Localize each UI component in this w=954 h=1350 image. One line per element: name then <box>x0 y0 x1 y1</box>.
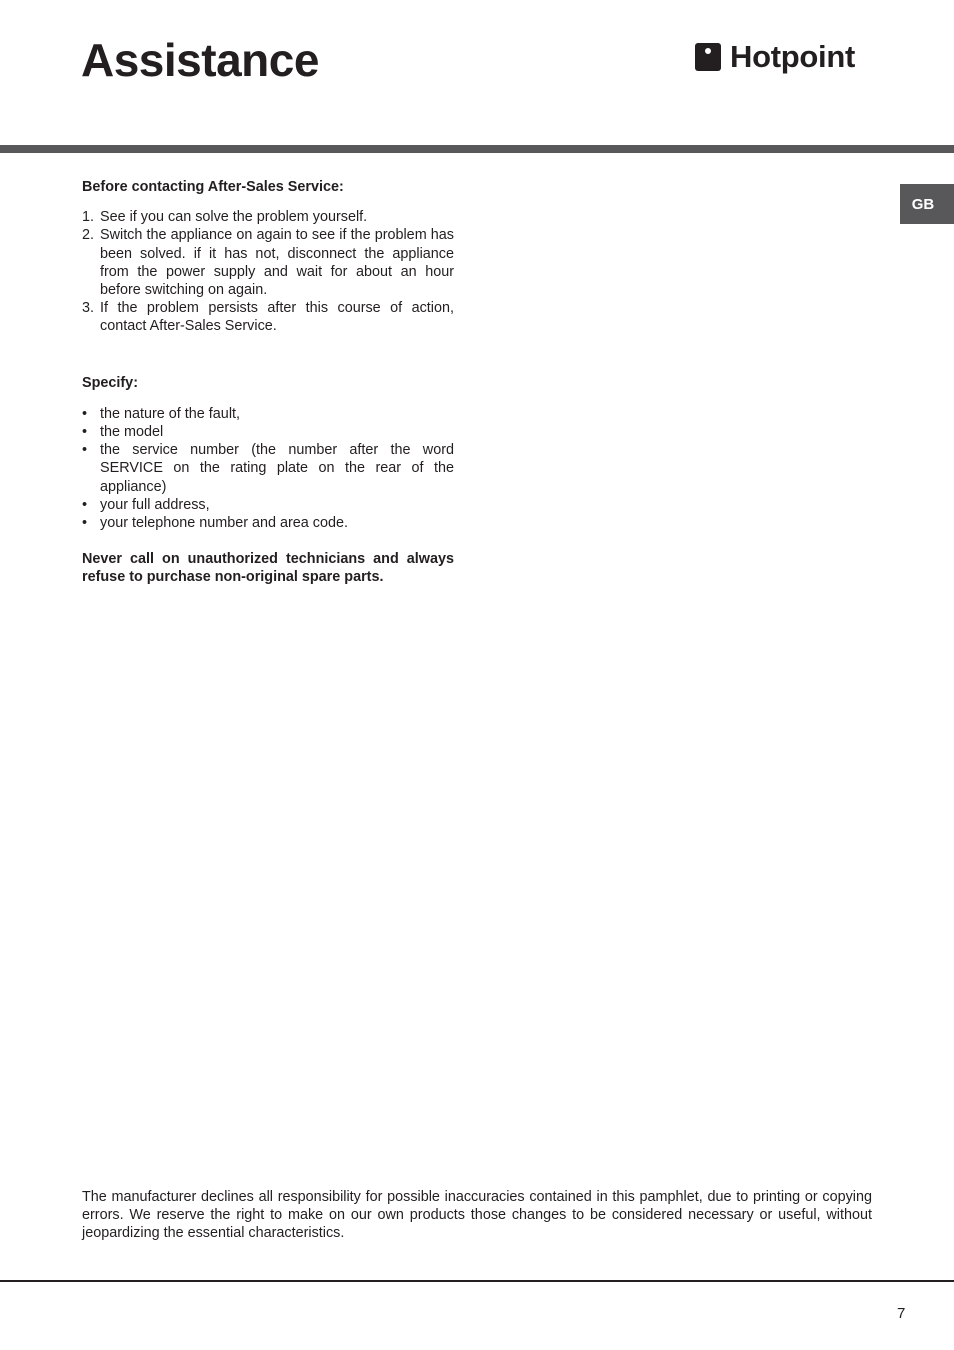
header-divider <box>0 145 954 153</box>
language-tab: GB <box>900 184 954 224</box>
before-contacting-heading: Before contacting After-Sales Service: <box>82 179 344 195</box>
list-item <box>82 405 454 423</box>
step-number: 3. <box>82 300 95 317</box>
hotpoint-logo-icon <box>695 43 721 71</box>
list-item <box>82 514 454 532</box>
hotpoint-logo <box>695 40 855 74</box>
step-text: Switch the appliance on again to see if the problem has been solved. if it has not, disconnect the appliance from the power supply and wait for about an hour before switching on again. <box>100 227 454 299</box>
list-item <box>82 423 454 441</box>
specify-list <box>82 405 454 532</box>
bullet-icon: • <box>82 424 88 441</box>
bullet-icon: • <box>82 442 88 459</box>
footer-divider <box>0 1280 954 1282</box>
specify-item-text: the model <box>100 424 164 441</box>
assistance-content <box>82 178 454 587</box>
specify-item-text: your full address, <box>100 496 210 513</box>
warning-text: Never call on unauthorized technicians and always refuse to purchase non-original spare parts. <box>82 551 454 586</box>
list-item <box>82 226 454 299</box>
bullet-icon: • <box>82 405 88 422</box>
bullet-icon: • <box>82 496 88 513</box>
step-number: 1. <box>82 209 95 226</box>
list-item <box>82 299 454 335</box>
list-item <box>82 208 454 226</box>
brand-name: Hotpoint <box>730 39 855 74</box>
steps-list <box>82 208 454 335</box>
page-title: Assistance <box>81 34 319 86</box>
specify-item-text: your telephone number and area code. <box>100 515 349 532</box>
bullet-icon: • <box>82 515 88 532</box>
disclaimer-text: The manufacturer declines all responsibility for possible inaccuracies contained in this pamphlet, due to printing or copying errors. We reserve the right to make on our own products those changes to be considered necessary or useful, without jeopardizing the essential characteristics. <box>82 1189 872 1242</box>
step-text: If the problem persists after this course of action, contact After-Sales Service. <box>100 300 454 335</box>
step-number: 2. <box>82 227 95 244</box>
specify-item-text: the nature of the fault, <box>100 405 241 422</box>
page-number: 7 <box>897 1305 906 1322</box>
list-item <box>82 441 454 496</box>
step-text: See if you can solve the problem yourself. <box>100 209 368 226</box>
specify-heading: Specify: <box>82 374 138 391</box>
list-item <box>82 496 454 514</box>
specify-item-text: the service number (the number after the word SERVICE on the rating plate on the rear of the appliance) <box>100 442 454 495</box>
